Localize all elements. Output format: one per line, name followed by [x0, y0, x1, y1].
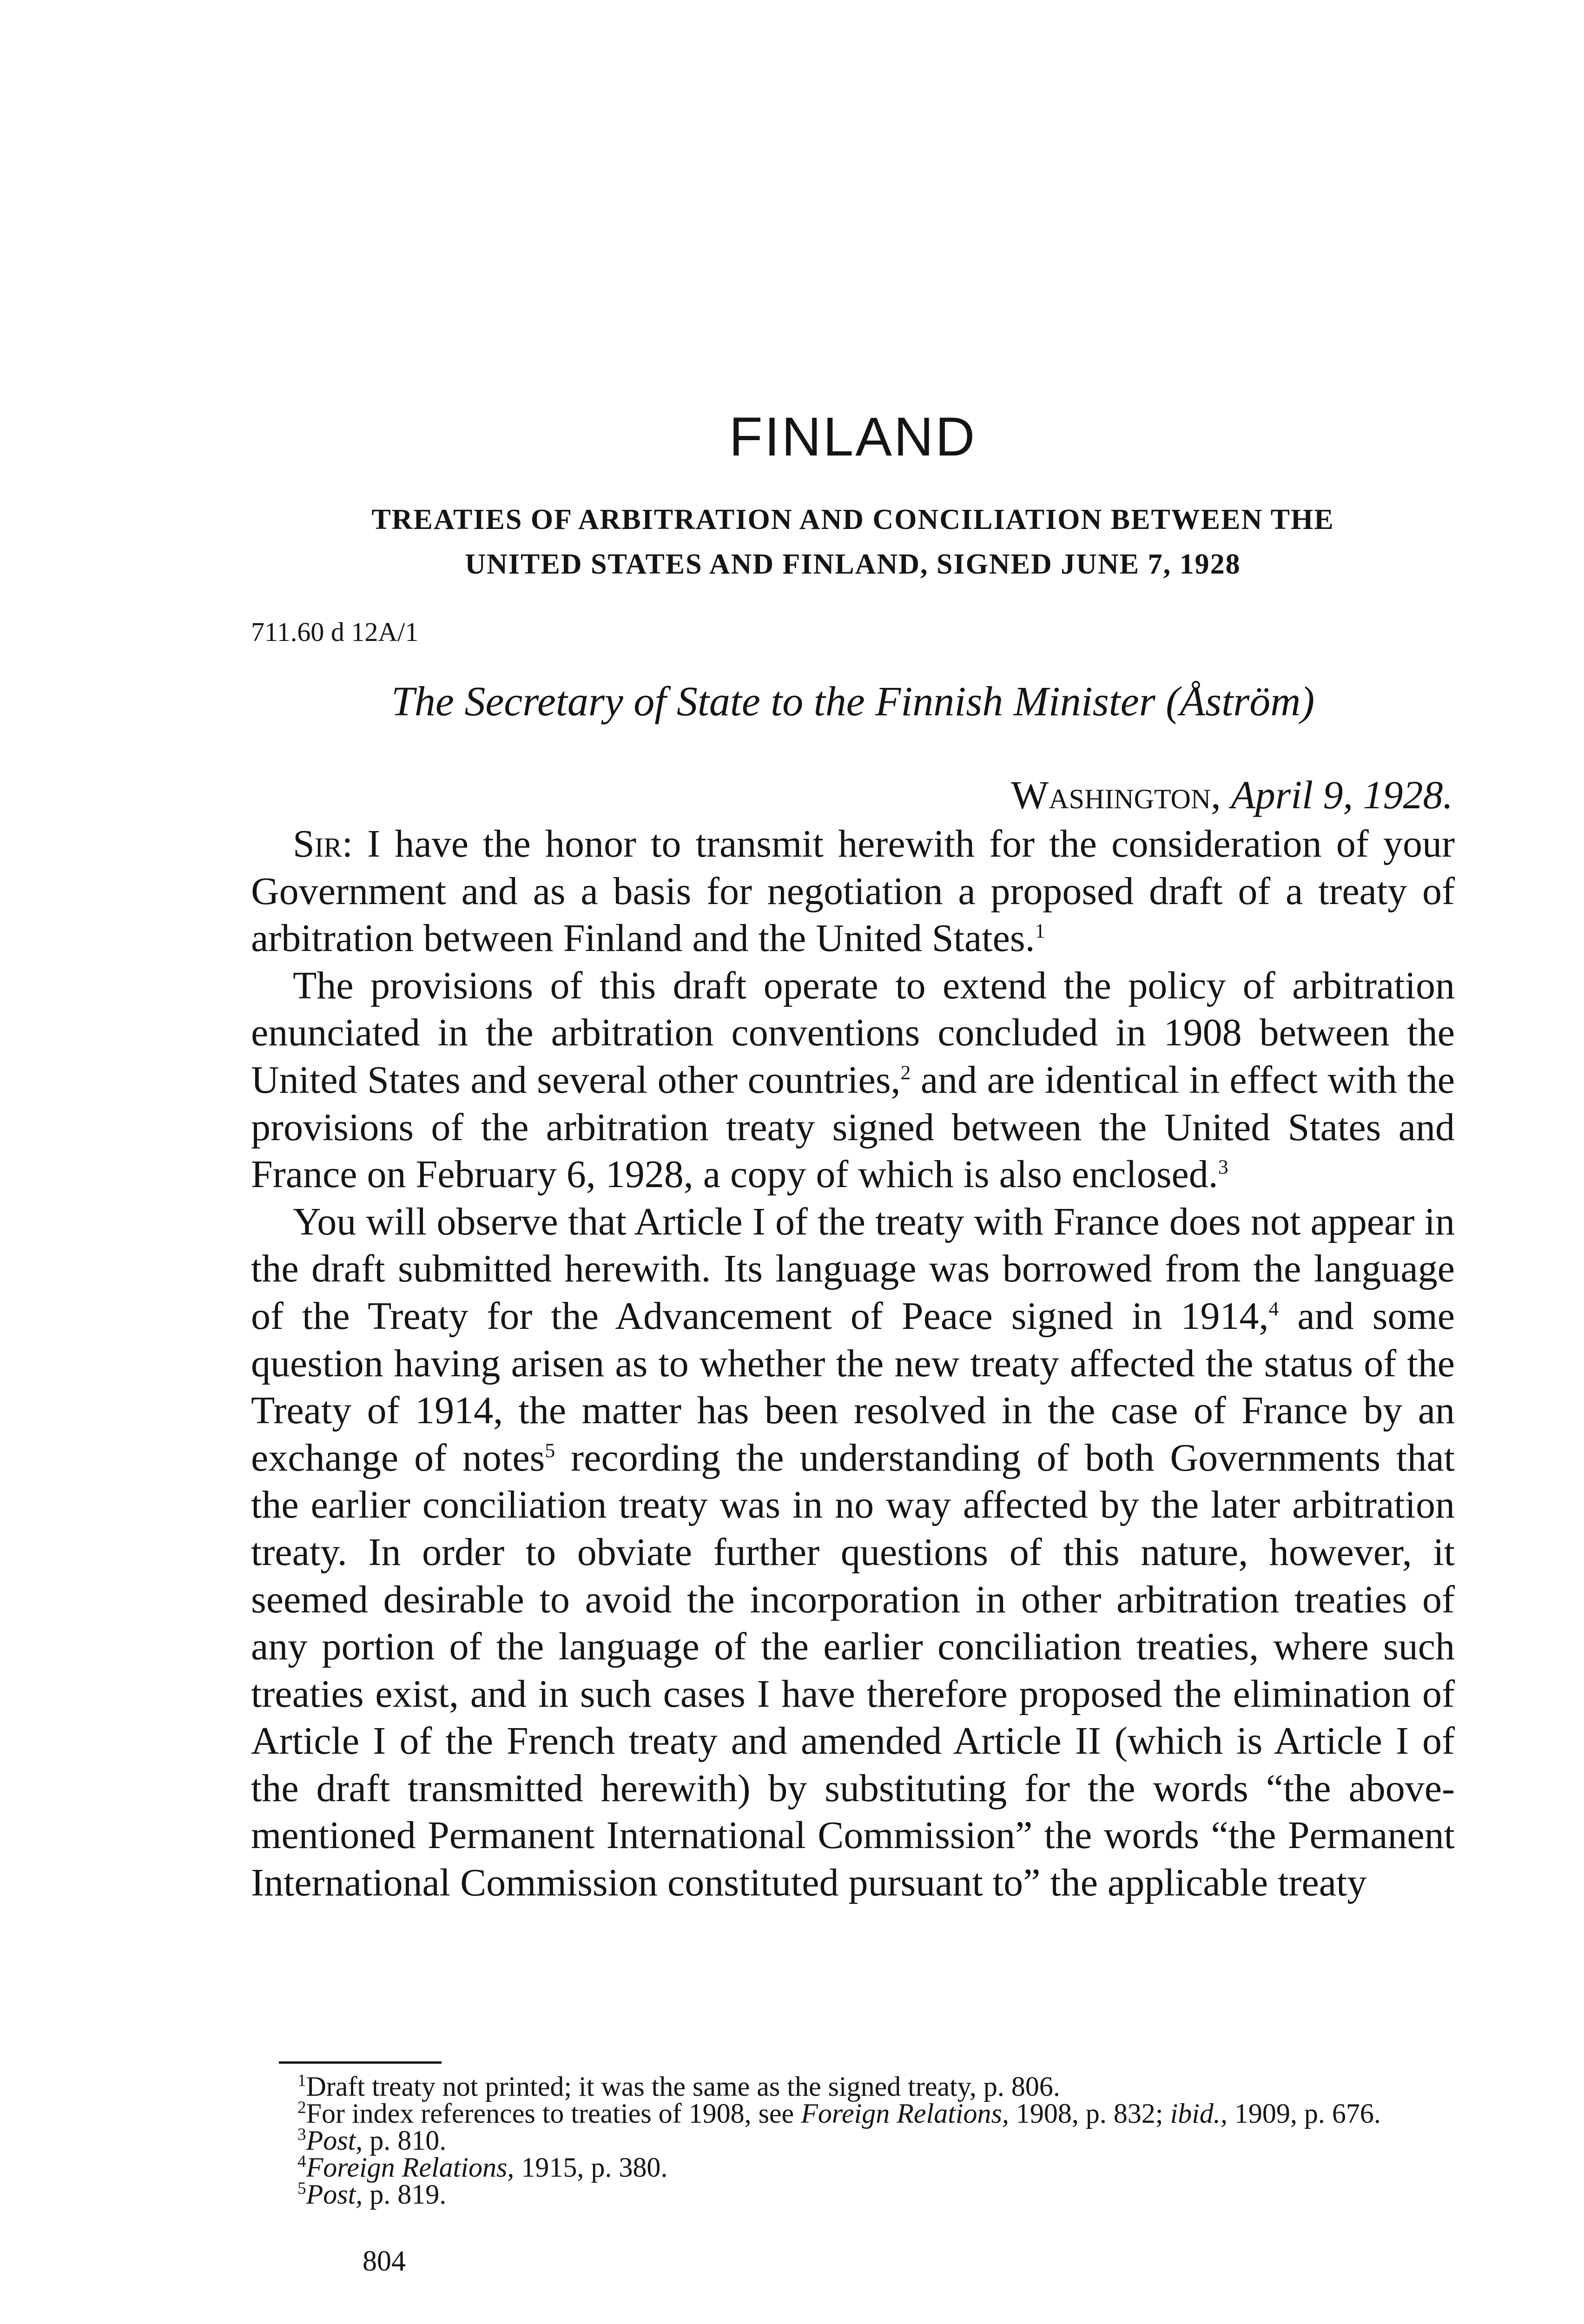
footnote-1 [251, 2073, 1455, 2100]
paragraph-1 [251, 820, 1455, 962]
footnote-ref-5: 5 [545, 1439, 555, 1462]
footnote-3-number: 3 [297, 2125, 306, 2144]
footnote-3-text: p. 810. [363, 2125, 447, 2156]
footnote-4-text: 1915, p. 380. [514, 2152, 668, 2183]
footnote-4 [251, 2154, 1455, 2181]
footnote-5-text: p. 819. [363, 2179, 447, 2210]
footnote-1-text: Draft treaty not printed; it was the same as the signed treaty, p. 806. [306, 2071, 1060, 2102]
paragraph-1-text: I have the honor to transmit herewith for the consideration of your Government and as a basis for negotiation a proposed draft of a treaty of arbitration between Finland and the United States. [251, 822, 1455, 960]
footnote-ref-4: 4 [1268, 1297, 1279, 1320]
section-subheading [251, 497, 1455, 587]
footnote-4-italic: Foreign Relations, [306, 2152, 515, 2183]
paragraph-3 [251, 1198, 1455, 1907]
footnote-2-text-b: 1908, p. 832; [1009, 2098, 1170, 2129]
document-title: The Secretary of State to the Finnish Minister (Åström) [391, 679, 1315, 725]
footnote-2-text-c: 1909, p. 676. [1227, 2098, 1381, 2129]
date: April 9, 1928. [1231, 772, 1453, 817]
letter-body [251, 820, 1455, 1907]
footnote-2-number: 2 [297, 2098, 306, 2117]
subheading-line-1: TREATIES OF ARBITRATION AND CONCILIATION BETWEEN THE [371, 504, 1334, 535]
footnote-3 [251, 2127, 1455, 2154]
footnote-4-number: 4 [297, 2152, 306, 2171]
footnote-1-number: 1 [297, 2071, 306, 2090]
footnote-3-italic: Post, [306, 2125, 363, 2156]
footnote-5 [251, 2181, 1455, 2208]
place: Washington, [1011, 772, 1221, 817]
paragraph-2 [251, 962, 1455, 1198]
footnote-divider [279, 2061, 442, 2064]
paragraph-3-text-c: recording the understanding of both Governments that the earlier conciliation treaty was in no way affected by the later arbitration treaty. In order to obviate further questions of this nature, however, it seemed desirable to avoid the incorporation in other arbitration treaties of any portion of the language of the earlier conciliation treaties, where such treaties exist, and in such cases I have therefore proposed the elimination of Article I of the French treaty and amended Article II (which is Article I of the draft transmitted herewith) by substituting for the words “the above-mentioned Permanent International Commission” the words “the Permanent International Commission constituted pursuant to” the applicable treaty [251, 1436, 1455, 1905]
footnotes [251, 2073, 1455, 2208]
footnote-5-italic: Post, [306, 2179, 363, 2210]
subheading-line-2: UNITED STATES AND FINLAND, SIGNED JUNE 7, 1928 [465, 548, 1241, 580]
paragraph-3-text-b: and some question having arisen as to whether the new treaty affected the status of the Treaty of 1914, the matter has been resolved in the case of France by an exchange of notes [251, 1294, 1455, 1479]
footnote-2-text-a: For index references to treaties of 1908, see [306, 2098, 801, 2129]
page-number: 804 [363, 2245, 406, 2277]
paragraph-2-text-b: and are identical in effect with the provisions of the arbitration treaty signed between the United States and France on February 6, 1928, a copy of which is also enclosed. [251, 1058, 1455, 1196]
footnote-5-number: 5 [297, 2179, 306, 2198]
page-heading: FINLAND [729, 406, 977, 468]
footnote-ref-2: 2 [900, 1061, 911, 1084]
footnote-ref-3: 3 [1218, 1156, 1228, 1179]
salutation: Sir: [293, 822, 353, 865]
footnote-2-italic-a: Foreign Relations, [801, 2098, 1009, 2129]
file-reference: 711.60 d 12A/1 [251, 617, 419, 647]
footnote-2 [251, 2100, 1455, 2127]
place-date-line [1011, 769, 1453, 820]
footnote-2-italic-b: ibid., [1170, 2098, 1228, 2129]
paragraph-2-text-a: The provisions of this draft operate to extend the policy of arbitration enunciated in the arbitration conventions concluded in 1908 between the United States and several other countries, [251, 964, 1455, 1102]
paragraph-3-text-a: You will observe that Article I of the treaty with France does not appear in the draft submitted herewith. Its language was borrowed from the language of the Treaty for the Advancement of Peace signed in 1914, [251, 1200, 1455, 1338]
footnote-ref-1: 1 [1035, 920, 1045, 943]
